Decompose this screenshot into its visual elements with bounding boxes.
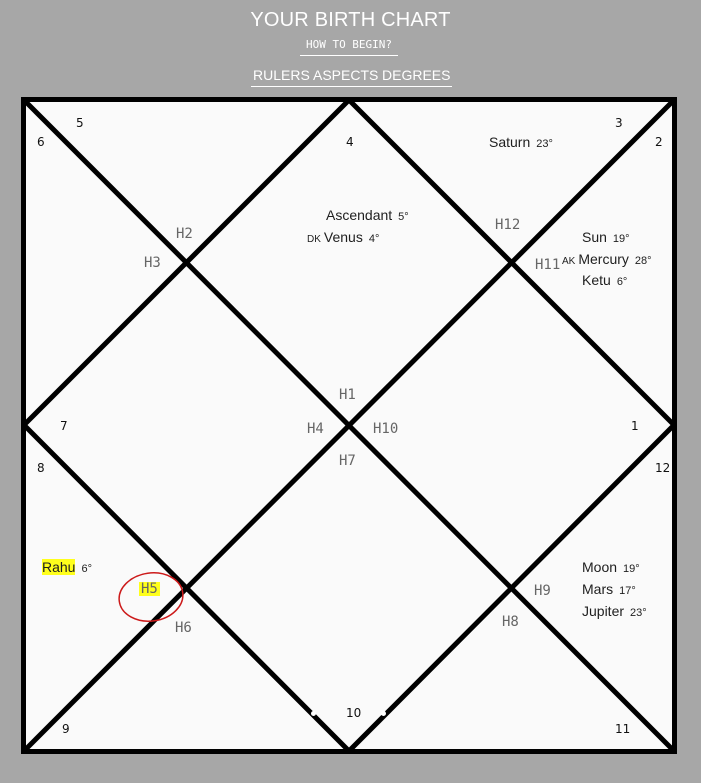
planet-moon: Moon 19°	[582, 559, 640, 575]
sign-number-2: 2	[655, 135, 663, 149]
how-to-begin-link[interactable]: HOW TO BEGIN?	[300, 38, 398, 56]
sign-number-8: 8	[37, 461, 45, 475]
house-label-h8: H8	[502, 614, 519, 630]
birth-chart	[21, 97, 677, 754]
chart-tabs	[0, 67, 701, 89]
sign-number-11: 11	[615, 722, 631, 736]
sign-number-4: 4	[346, 135, 354, 149]
sign-number-6: 6	[37, 135, 45, 149]
sign-number-12: 12	[655, 461, 671, 475]
house-label-h6: H6	[175, 620, 192, 636]
house-label-h10: H10	[373, 421, 399, 437]
sign-number-1: 1	[631, 419, 639, 433]
planet-venus: DK Venus 4°	[307, 229, 380, 245]
house-label-h1: H1	[339, 387, 356, 403]
planet-rahu: Rahu 6°	[42, 559, 92, 575]
planet-ascendant: Ascendant 5°	[326, 207, 409, 223]
tab-aspects[interactable]: ASPECTS	[311, 67, 380, 87]
house-label-h11: H11	[535, 257, 561, 273]
house-label-h3: H3	[144, 255, 161, 271]
chart-lines	[21, 97, 677, 754]
sign-number-7: 7	[60, 419, 68, 433]
sign-number-10: 10	[346, 706, 362, 720]
planet-sun: Sun 19°	[582, 229, 630, 245]
sign-number-9: 9	[62, 722, 70, 736]
house-label-h4: H4	[307, 421, 324, 437]
page-title: YOUR BIRTH CHART	[250, 9, 451, 31]
house-label-h9: H9	[534, 583, 551, 599]
house-label-h12: H12	[495, 217, 521, 233]
planet-jupiter: Jupiter 23°	[582, 603, 647, 619]
decorative-dot	[381, 711, 386, 716]
house-label-h5: H5	[141, 581, 158, 597]
sign-number-5: 5	[76, 116, 84, 130]
planet-ketu: Ketu 6°	[582, 272, 628, 288]
tab-degrees[interactable]: DEGREES	[380, 67, 452, 87]
sign-number-3: 3	[615, 116, 623, 130]
house-label-h2: H2	[176, 226, 193, 242]
planet-mercury: AK Mercury 28°	[562, 251, 652, 267]
tab-rulers[interactable]: RULERS	[251, 67, 312, 87]
decorative-dot	[311, 711, 316, 716]
house-label-h7: H7	[339, 453, 356, 469]
planet-mars: Mars 17°	[582, 581, 636, 597]
planet-saturn: Saturn 23°	[489, 134, 553, 150]
